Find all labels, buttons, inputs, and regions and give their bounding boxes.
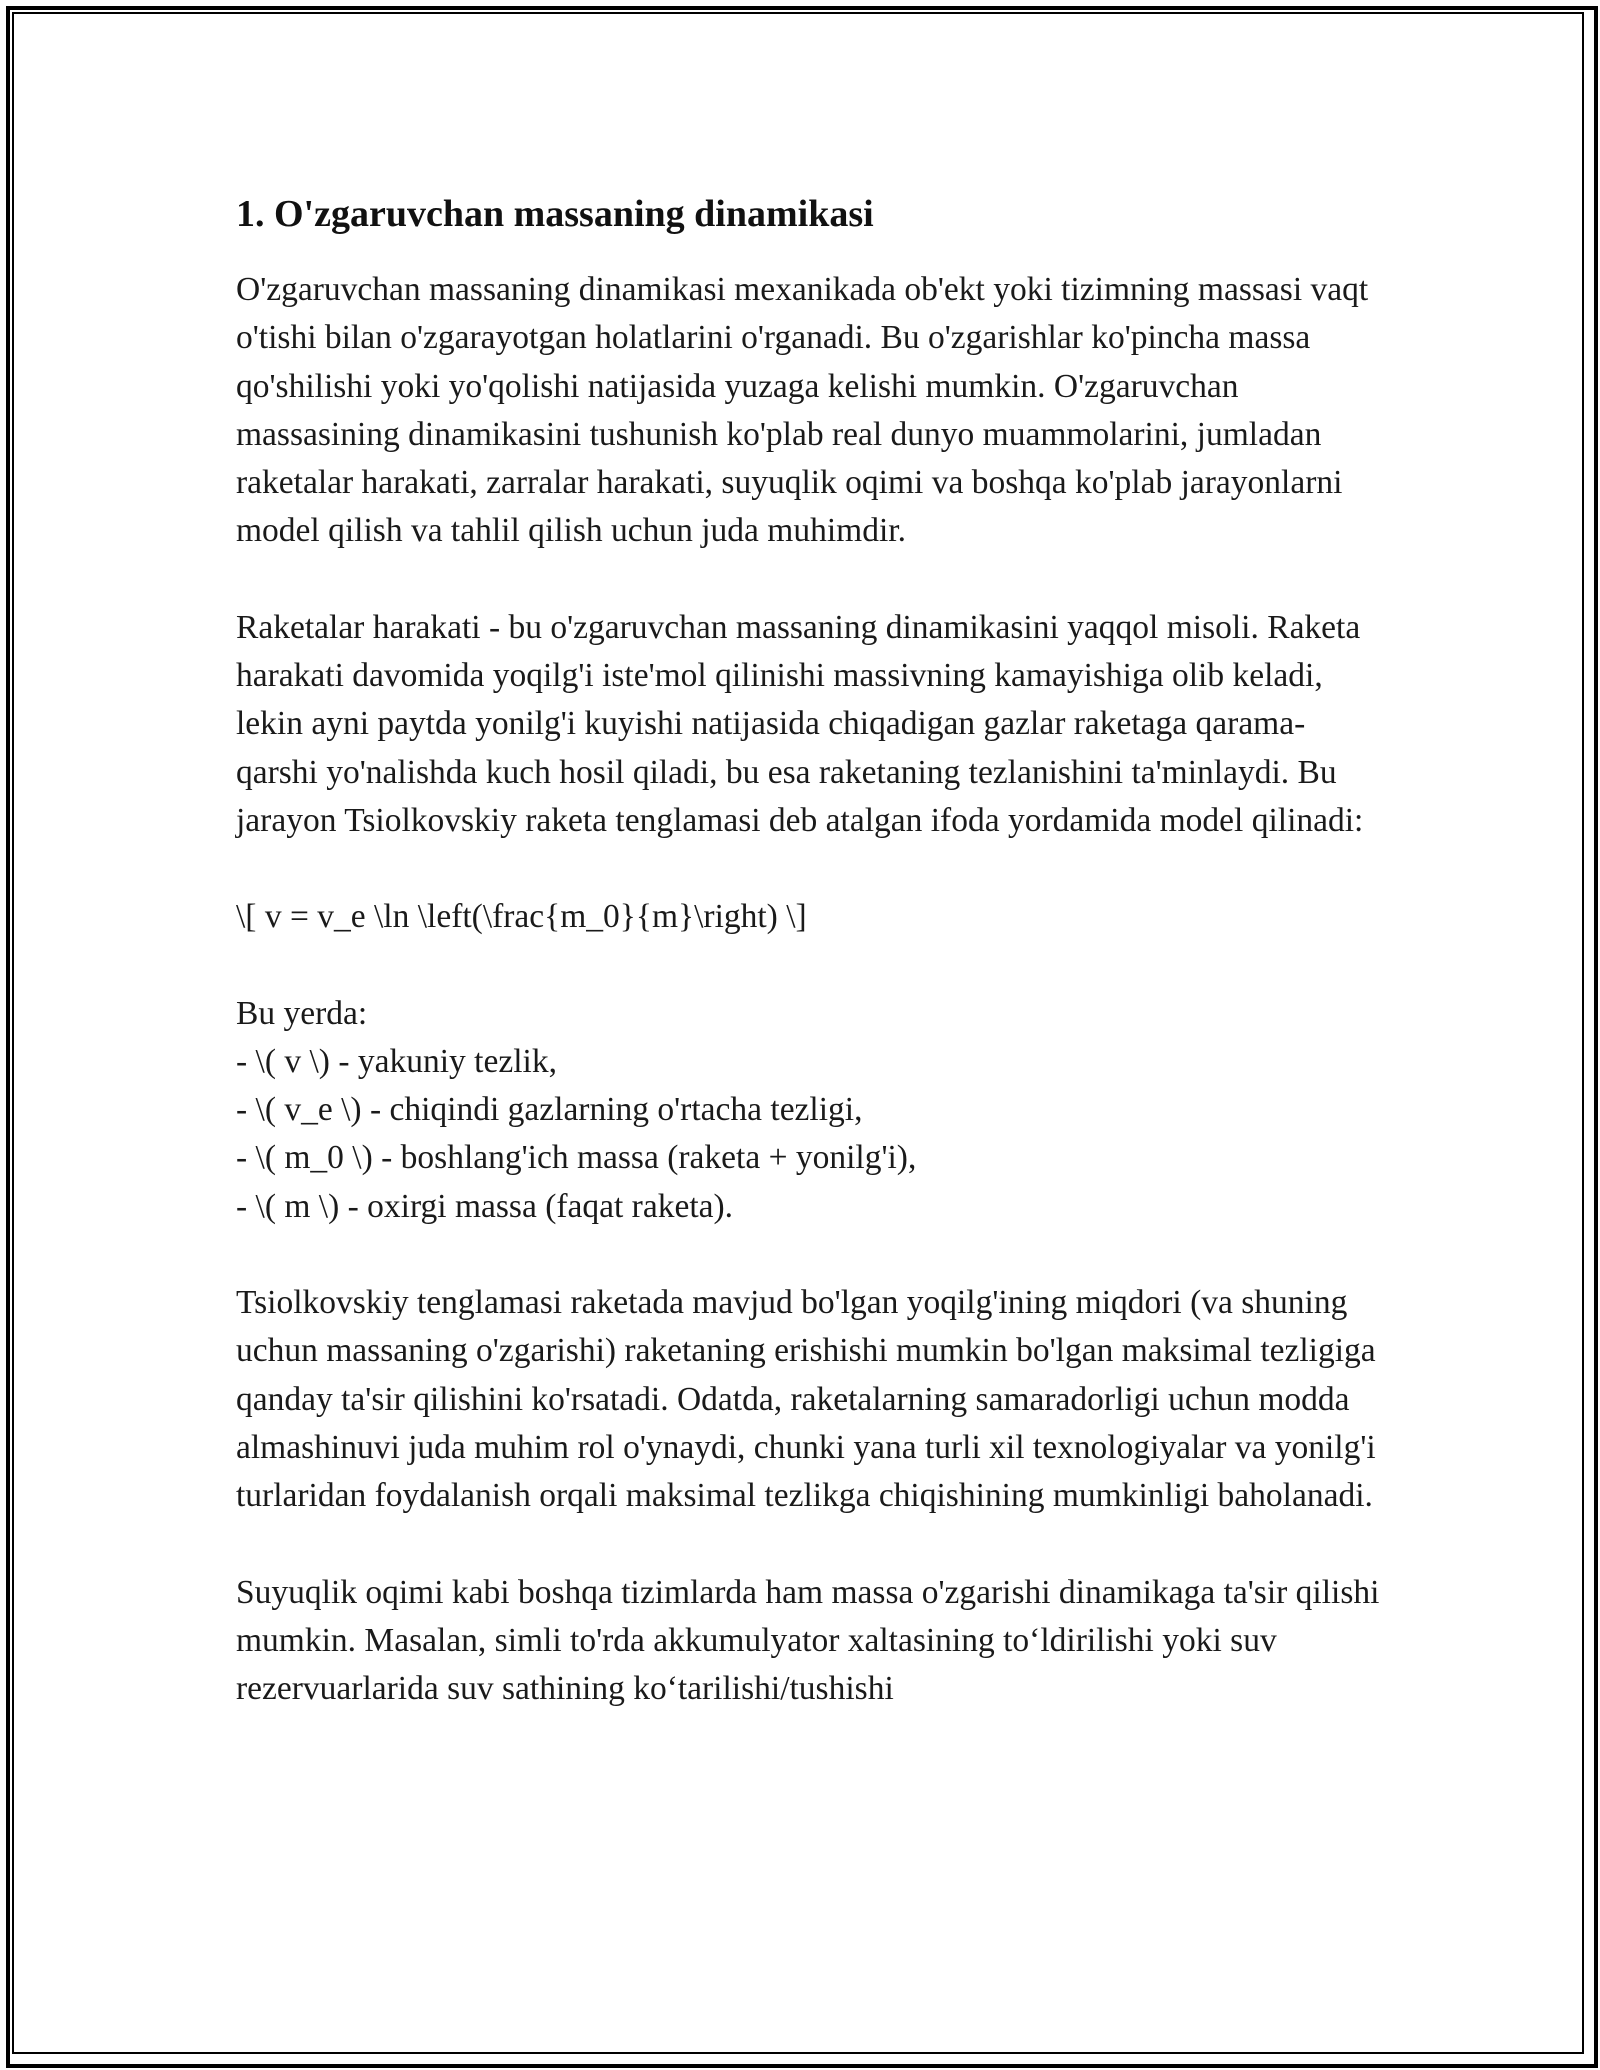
where-label: Bu yerda: <box>236 994 368 1032</box>
definition-item: - \( v_e \) - chiqindi gazlarning o'rtacha tezligi, <box>236 1091 863 1129</box>
definition-item: - \( m_0 \) - boshlang'ich massa (raketa + yonilg'i), <box>236 1139 917 1177</box>
definition-item: - \( v \) - yakuniy tezlik, <box>236 1042 557 1080</box>
document-body <box>236 182 1386 1761</box>
paragraph-tsiolkovsky: Tsiolkovskiy tenglamasi raketada mavjud bo'lgan yoqilg'ining miqdori (va shuning uchun massaning o'zgarishi) raketaning erishishi mumkin bo'lgan maksimal tezligiga qanday ta'sir qilishini ko'rsatadi. Odatda, raketalarning samaradorligi uchun modda almashinuvi juda muhim rol o'ynaydi, chunki yana turli xil texnologiyalar va yonilg'i turlaridan foydalanish orqali maksimal tezlikga chiqishining mumkinligi baholanadi. <box>236 1284 1376 1515</box>
formula: \[ v = v_e \ln \left(\frac{m_0}{m}\right) \] <box>236 898 807 936</box>
definitions-list <box>236 990 1386 1231</box>
paragraph-fluid-flow: Suyuqlik oqimi kabi boshqa tizimlarda ham massa o'zgarishi dinamikaga ta'sir qilishi mumkin. Masalan, simli to'rda akkumulyator xaltasining to‘ldirilishi yoki suv rezervuarlarida suv sathining ko‘tarilishi/tushishi <box>236 1573 1380 1708</box>
section-title: 1. O'zgaruvchan massaning dinamikasi <box>236 193 874 235</box>
paragraph-rockets: Raketalar harakati - bu o'zgaruvchan massaning dinamikasini yaqqol misoli. Raketa harakati davomida yoqilg'i iste'mol qilinishi massivning kamayishiga olib keladi, lekin ayni paytda yonilg'i kuyishi natijasida chiqadigan gazlar raketaga qarama-qarshi yo'nalishda kuch hosil qiladi, bu esa raketaning tezlanishini ta'minlaydi. Bu jarayon Tsiolkovskiy raketa tenglamasi deb atalgan ifoda yordamida model qilinadi: <box>236 608 1364 839</box>
paragraph-intro: O'zgaruvchan massaning dinamikasi mexanikada ob'ekt yoki tizimning massasi vaqt o'tishi bilan o'zgarayotgan holatlarini o'rganadi. Bu o'zgarishlar ko'pincha massa qo'shilishi yoki yo'qolishi natijasida yuzaga kelishi mumkin. O'zgaruvchan massasining dinamikasini tushunish ko'plab real dunyo muammolarini, jumladan raketalar harakati, zarralar harakati, suyuqlik oqimi va boshqa ko'plab jarayonlarni model qilish va tahlil qilish uchun juda muhimdir. <box>236 271 1369 550</box>
definition-item: - \( m \) - oxirgi massa (faqat raketa). <box>236 1187 734 1225</box>
